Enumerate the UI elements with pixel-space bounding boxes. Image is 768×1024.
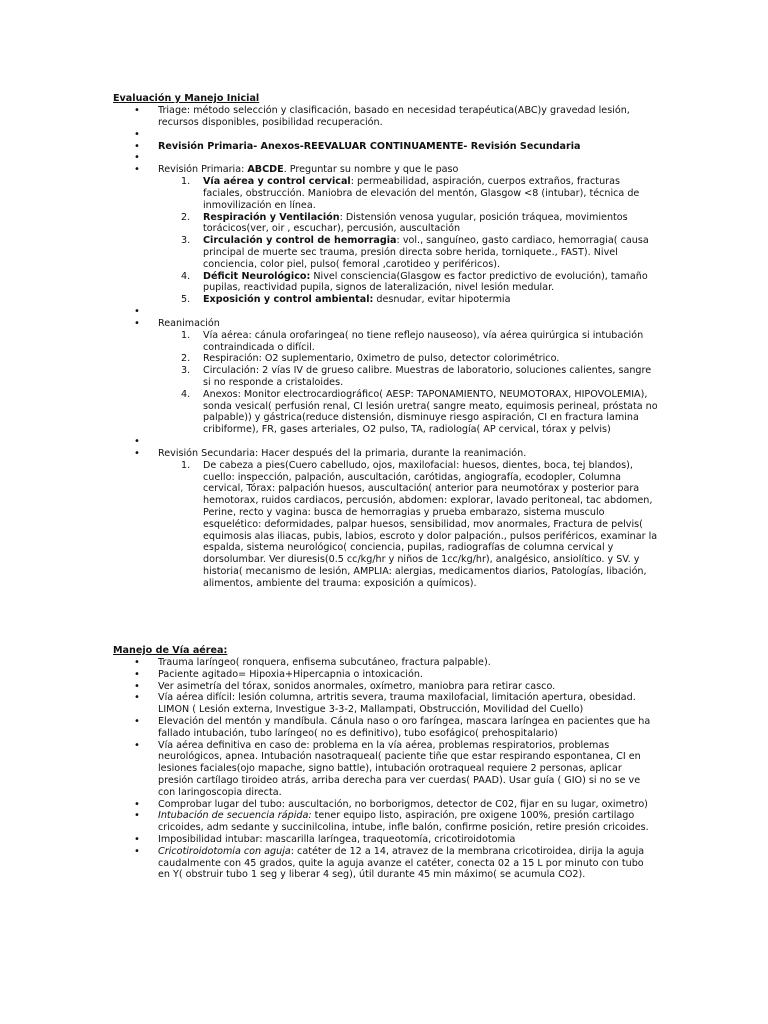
reanimacion-steps [158, 330, 658, 436]
reanimacion-step [158, 389, 658, 436]
secundaria-intro: Revisión Secundaria: Hacer después del la primaria, durante la reanimación. [158, 447, 527, 459]
step-number: 2. [181, 353, 191, 365]
primaria-steps [158, 176, 658, 306]
list-item [113, 657, 658, 669]
list-item [113, 846, 658, 881]
step-text: Anexos: Monitor electrocardiográfico( AESP: TAPONAMIENTO, NEUMOTORAX, HIPOVOLEMIA), sonda vesical( perfusión renal, CI lesión uretra( sangre meato, equimosis perineal, próstata no palpable)) y gástrica(reduce distensión, disminuye riesgo aspiración, CI en fractura lamina cribiforme), FR, gases arteriales, O2 pulso, TA, radiología( AP cervical, tórax y pelvis) [203, 388, 658, 436]
primaria-step [158, 271, 658, 295]
primaria-step [158, 212, 658, 236]
list-item-reanimacion [113, 318, 658, 436]
list-item [113, 681, 658, 693]
list-item [113, 740, 658, 799]
step-title: Circulación y control de hemorragia [203, 235, 397, 247]
step-text: De cabeza a pies(Cuero cabelludo, ojos, maxilofacial: huesos, dientes, boca, tej blandos), cuello: inspección, palpación, auscultación, carótidas, angiografía, ecodopler, Columna cervical, Tórax: palpación huesos, auscultación( anterior para neumotórax y posterior para hemotorax, ruidos cardiacos, percusión, abdomen: explorar, lavado peritoneal, tac abdomen, Perine, recto y vagina: busca de hemorragias y prueba embarazo, sistema musculo esquelético: deformidades, palpar huesos, sensibilidad, mov anormales, Fractura de pelvis( equimosis alas iliacas, pubis, labios, escroto y dolor palpación., pulsos periféricos, examinar la espalda, sistema neurológico( conciencia, pupilas, radiografías de columna cervical y dorsolumbar. Ver diuresis(0.5 cc/kg/hr y niños de 1cc/kg/hr), analgésico, ansiolítico. y SV. y historia( mecanismo de lesión, AMPLIA: alergias, medicamentos diarios, Patologías, libación, alimentos, ambiente del trauma: exposición a químicos). [203, 459, 658, 589]
step-number: 1. [181, 176, 191, 188]
list-item [113, 810, 658, 834]
spacer [113, 306, 658, 318]
step-number: 3. [181, 235, 191, 247]
step-number: 1. [181, 459, 191, 471]
flow-text: Revisión Primaria- Anexos-REEVALUAR CONTINUAMENTE- Revisión Secundaria [158, 140, 581, 152]
secundaria-steps [158, 460, 658, 590]
list-item [113, 692, 658, 716]
reanimacion-step [158, 353, 658, 365]
item-italic-term: Intubación de secuencia rápida: [158, 810, 312, 822]
item-text: Comprobar lugar del tubo: auscultación, no borborigmos, detector de C02, fijar en su lugar, oximetro) [158, 798, 648, 810]
list-item [113, 834, 658, 846]
item-text: Trauma laríngeo( ronquera, enfisema subcutáneo, fractura palpable). [158, 657, 491, 668]
step-title: Respiración y Ventilación [203, 211, 340, 223]
secundaria-step [158, 460, 658, 590]
step-number: 4. [181, 270, 191, 282]
primaria-step [158, 294, 658, 306]
item-text: Vía aérea difícil: lesión columna, artritis severa, trauma maxilofacial, limitación apertura, obesidad. LIMON ( Lesión externa, Investigue 3-3-2, Mallampati, Obstrucción, Movilidad del Cuello) [158, 692, 636, 716]
step-text: : vol., sanguíneo, gasto cardiaco, hemorragia( causa principal de muerte sec trauma, presión directa sobre herida, torniquete., FAST). Nivel conciencia, color piel, pulso( femoral ,carotideo y periféricos). [203, 235, 649, 270]
step-number: 2. [181, 211, 191, 223]
primaria-step [158, 235, 658, 270]
step-text: : Distensión venosa yugular, posición tráquea, movimientos torácicos(ver, oir , escuchar), percusión, auscultación [203, 211, 628, 235]
step-text: Vía aérea: cánula orofaringea( no tiene reflejo nauseoso), vía aérea quirúrgica si intubación contraindicada o difícil. [203, 329, 644, 353]
step-text: Nivel consciencia(Glasgow es factor predictivo de evolución), tamaño pupilas, reactividad pupila, signos de lateralización, nivel lesión medular. [203, 270, 648, 294]
list-item-primaria [113, 164, 658, 306]
reanimacion-intro: Reanimación [158, 317, 220, 329]
primaria-step [158, 176, 658, 211]
step-number: 4. [181, 388, 191, 400]
step-text: desnudar, evitar hipotermia [373, 294, 511, 306]
primaria-intro-a: Revisión Primaria: [158, 164, 248, 176]
section-title-via-aerea: Manejo de Vía aérea: [113, 645, 228, 656]
step-text: Circulación: 2 vías IV de grueso calibre. Muestras de laboratorio, soluciones calientes, sangre si no responde a cristaloides. [203, 365, 652, 388]
list-item-secundaria [113, 448, 658, 590]
evaluacion-list [113, 105, 658, 589]
item-text: Ver asimetría del tórax, sonidos anormales, oxímetro, maniobra para retirar casco. [158, 680, 556, 692]
list-item [113, 799, 658, 811]
via-aerea-list [113, 657, 658, 881]
triage-text: Triage: método selección y clasificación, basado en necesidad terapéutica(ABC)y gravedad lesión, recursos disponibles, posibilidad recuperación. [158, 105, 630, 128]
step-number: 5. [181, 294, 191, 306]
spacer [113, 129, 658, 141]
item-italic-term: Cricotiroidotomia con aguja [158, 845, 291, 857]
section-title-evaluacion: Evaluación y Manejo Inicial [113, 93, 260, 104]
reanimacion-step [158, 365, 658, 389]
primaria-intro-c: . Preguntar su nombre y que le paso [283, 164, 459, 176]
item-text: Paciente agitado= Hipoxia+Hipercapnia o intoxicación. [158, 668, 423, 680]
item-text: : catéter de 12 a 14, atravez de la membrana cricotiroidea, dirija la aguja caudalmente con 45 grados, quite la aguja avanze el catéter, conecta 02 a 15 L por minuto con tubo en Y( obstruir tubo 1 seg y liberar 4 seg), útil durante 45 min máximo( se acumula CO2). [158, 845, 645, 881]
list-item [113, 716, 658, 740]
item-text: Elevación del mentón y mandíbula. Cánula naso o oro faríngea, mascara laríngea en pacientes que ha fallado intubación, tubo laríngeo( no es definitivo), tubo esofágico( prehospitalario) [158, 715, 651, 739]
item-text: Vía aérea definitiva en caso de: problema en la vía aérea, problemas respiratorios, problemas neurológicos, apnea. Intubación nasotraqueal( paciente tiñe que estar respirando espontanea, CI en lesiones faciales(ojo mapache, signo battle), intubación orotraqueal requiere 2 personas, aplicar presión cartílago tiroideo atrás, arriba derecha para ver cuerdas( PAAD). Usar guía ( GIO) si no se ve con laringoscopia directa. [158, 739, 641, 798]
primaria-intro-b: ABCDE [247, 164, 284, 176]
spacer [113, 152, 658, 164]
list-item-triage [113, 105, 658, 129]
list-item-flow [113, 141, 658, 153]
step-title: Exposición y control ambiental: [203, 294, 374, 306]
step-text: : permeabilidad, aspiración, cuerpos extraños, fracturas faciales, obstrucción. Maniobra de elevación del mentón, Glasgow <8 (intubar), técnica de inmovilización en línea. [203, 176, 640, 211]
step-number: 1. [181, 329, 191, 341]
spacer [113, 436, 658, 448]
step-title: Vía aérea y control cervical [203, 176, 351, 188]
reanimacion-step [158, 330, 658, 354]
step-title: Déficit Neurológico: [203, 270, 311, 282]
section-evaluacion [113, 105, 658, 589]
item-text: tener equipo listo, aspiración, pre oxigene 100%, presión cartilago cricoides, adm sedante y succinilcolina, intube, infle balón, confirme posición, retire presión cricoides. [158, 810, 649, 834]
step-text: Respiración: O2 suplementario, 0ximetro de pulso, detector colorimétrico. [203, 353, 560, 365]
item-text: Imposibilidad intubar: mascarilla laríngea, traqueotomía, cricotiroidotomia [158, 833, 516, 845]
list-item [113, 669, 658, 681]
step-number: 3. [181, 365, 191, 377]
section-via-aerea [113, 657, 658, 881]
